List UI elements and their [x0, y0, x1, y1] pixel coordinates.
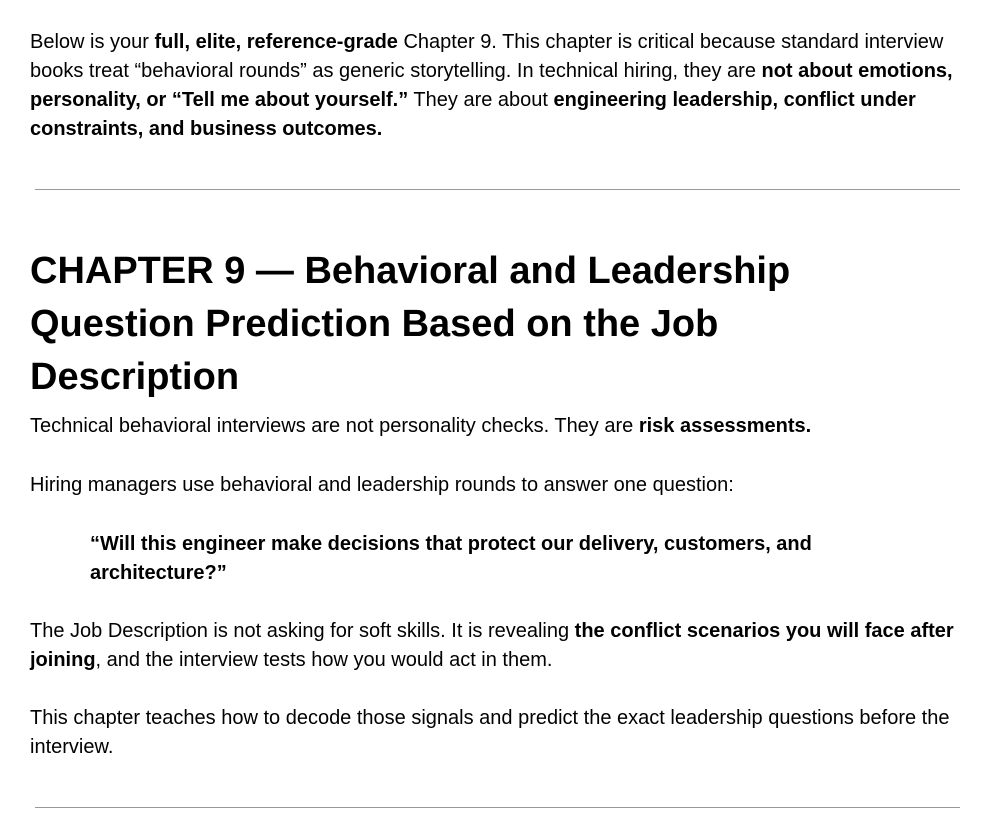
- paragraph-jd-bold: the conflict scenarios you will face after joining: [30, 620, 954, 671]
- intro-text-3: They are about: [408, 89, 554, 111]
- paragraph-risk: [30, 412, 811, 441]
- paragraph-question: Hiring managers use behavioral and leadership rounds to answer one question:: [30, 474, 734, 496]
- intro-text-2: Chapter 9. This chapter is critical because standard interview books treat “behavioral rounds” as generic storytelling. In technical hiring, they are: [30, 31, 944, 82]
- intro-bold-1: full, elite, reference-grade: [154, 31, 398, 53]
- intro-text-1: Below is your: [30, 31, 155, 53]
- paragraph-chapter-purpose: This chapter teaches how to decode those signals and predict the exact leadership questions before the interview.: [30, 707, 950, 758]
- paragraph-jd: [30, 617, 965, 675]
- intro-bold-2: not about emotions, personality, or “Tell me about yourself.”: [30, 60, 953, 111]
- document-page: [30, 28, 970, 758]
- intro-paragraph: [30, 28, 965, 144]
- paragraph-risk-text: Technical behavioral interviews are not personality checks. They are: [30, 415, 639, 437]
- paragraph-risk-bold: risk assessments.: [638, 415, 812, 437]
- chapter-heading: CHAPTER 9 — Behavioral and Leadership Question Prediction Based on the Job Description: [30, 250, 791, 398]
- intro-bold-3: engineering leadership, conflict under constraints, and business outcomes.: [30, 89, 916, 140]
- divider-top: [35, 189, 960, 190]
- block-quote: “Will this engineer make decisions that protect our delivery, customers, and architecture?”: [90, 533, 812, 584]
- paragraph-jd-text-2: , and the interview tests how you would act in them.: [95, 649, 553, 671]
- divider-bottom: [35, 807, 960, 808]
- paragraph-jd-text-1: The Job Description is not asking for soft skills. It is revealing: [30, 620, 575, 642]
